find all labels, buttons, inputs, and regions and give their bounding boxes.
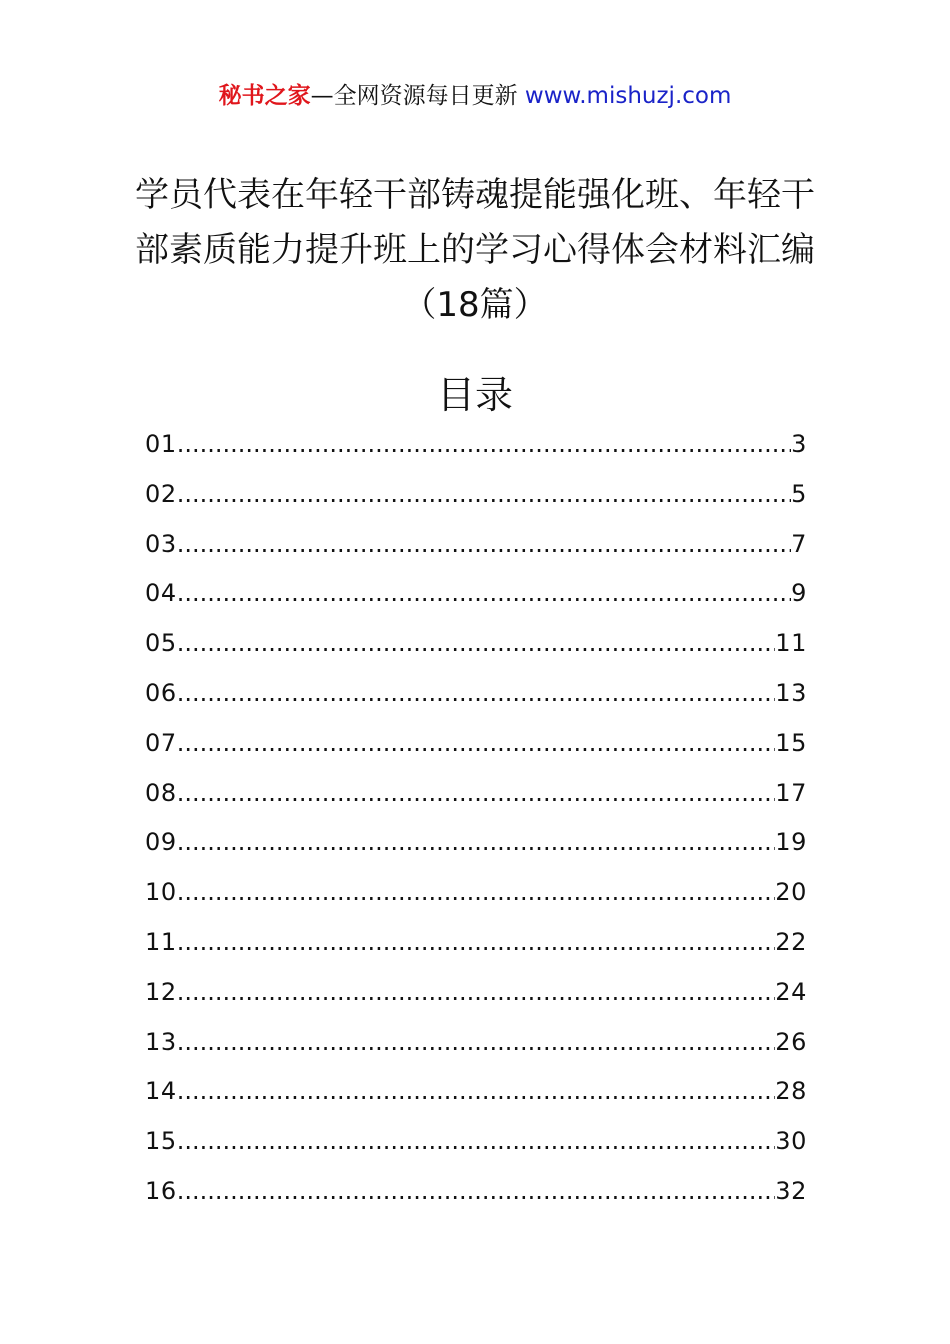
- toc-entry-page: 17: [775, 778, 807, 807]
- toc-entry-page: 30: [775, 1127, 807, 1156]
- toc-entry-page: 5: [791, 479, 807, 508]
- site-header: [0, 78, 950, 114]
- site-slogan: —全网资源每日更新: [310, 83, 525, 109]
- toc-leader-dots: [177, 1067, 776, 1117]
- toc-entry-page: 24: [775, 977, 807, 1006]
- toc-leader-dots: [177, 619, 776, 669]
- toc-entry-page: 13: [775, 678, 807, 707]
- toc-entry-number: 13: [145, 1027, 177, 1056]
- toc-entry-page: 26: [775, 1027, 807, 1056]
- toc-entry-number: 06: [145, 678, 177, 707]
- toc-entry[interactable]: [145, 1117, 807, 1167]
- toc-entry-number: 07: [145, 728, 177, 757]
- toc-entry-number: 16: [145, 1176, 177, 1205]
- toc-entry-page: 32: [775, 1176, 807, 1205]
- toc-entry[interactable]: [145, 769, 807, 819]
- toc-heading: 目录: [436, 373, 513, 417]
- toc-leader-dots: [177, 968, 776, 1018]
- toc-entry-page: 28: [775, 1077, 807, 1106]
- toc-entry[interactable]: [145, 968, 807, 1018]
- toc-entry-number: 12: [145, 977, 177, 1006]
- site-brand: 秘书之家: [218, 83, 311, 109]
- toc-entry[interactable]: [145, 569, 807, 619]
- toc-leader-dots: [177, 868, 776, 918]
- toc-entry[interactable]: [145, 818, 807, 868]
- site-url-link[interactable]: www.mishuzj.com: [524, 83, 732, 109]
- toc-entry-number: 01: [145, 430, 177, 458]
- toc-leader-dots: [177, 719, 776, 769]
- toc-entry-number: 14: [145, 1077, 177, 1106]
- toc-entry[interactable]: [145, 918, 807, 968]
- table-of-contents: [145, 420, 807, 1217]
- toc-leader-dots: [177, 520, 791, 570]
- toc-entry-page: 3: [791, 430, 807, 458]
- toc-leader-dots: [177, 1117, 776, 1167]
- toc-leader-dots: [177, 569, 791, 619]
- toc-entry[interactable]: [145, 1167, 807, 1217]
- toc-leader-dots: [177, 769, 776, 819]
- toc-entry-number: 03: [145, 529, 177, 558]
- toc-entry-page: 19: [775, 828, 807, 857]
- toc-leader-dots: [177, 470, 791, 520]
- toc-entry[interactable]: [145, 1067, 807, 1117]
- toc-leader-dots: [177, 818, 776, 868]
- toc-entry-page: 22: [775, 927, 807, 956]
- toc-entry[interactable]: [145, 420, 807, 470]
- toc-entry[interactable]: [145, 1018, 807, 1068]
- toc-entry-number: 08: [145, 778, 177, 807]
- toc-leader-dots: [177, 1018, 776, 1068]
- toc-leader-dots: [177, 420, 791, 470]
- toc-leader-dots: [177, 918, 776, 968]
- toc-entry[interactable]: [145, 719, 807, 769]
- toc-entry-page: 11: [775, 629, 807, 658]
- toc-entry-page: 20: [775, 878, 807, 907]
- toc-entry-page: 7: [791, 529, 807, 558]
- toc-entry-number: 11: [145, 927, 177, 956]
- toc-entry[interactable]: [145, 470, 807, 520]
- toc-entry[interactable]: [145, 619, 807, 669]
- toc-entry-page: 9: [791, 579, 807, 608]
- toc-entry[interactable]: [145, 669, 807, 719]
- toc-leader-dots: [177, 1167, 776, 1217]
- toc-entry-number: 04: [145, 579, 177, 608]
- toc-entry-page: 15: [775, 728, 807, 757]
- toc-entry[interactable]: [145, 520, 807, 570]
- document-title: 学员代表在年轻干部铸魂提能强化班、年轻干部素质能力提升班上的学习心得体会材料汇编（18篇）: [135, 175, 815, 325]
- toc-entry-number: 09: [145, 828, 177, 857]
- toc-leader-dots: [177, 669, 776, 719]
- toc-entry[interactable]: [145, 868, 807, 918]
- toc-entry-number: 05: [145, 629, 177, 658]
- toc-entry-number: 10: [145, 878, 177, 907]
- toc-entry-number: 02: [145, 479, 177, 508]
- toc-entry-number: 15: [145, 1127, 177, 1156]
